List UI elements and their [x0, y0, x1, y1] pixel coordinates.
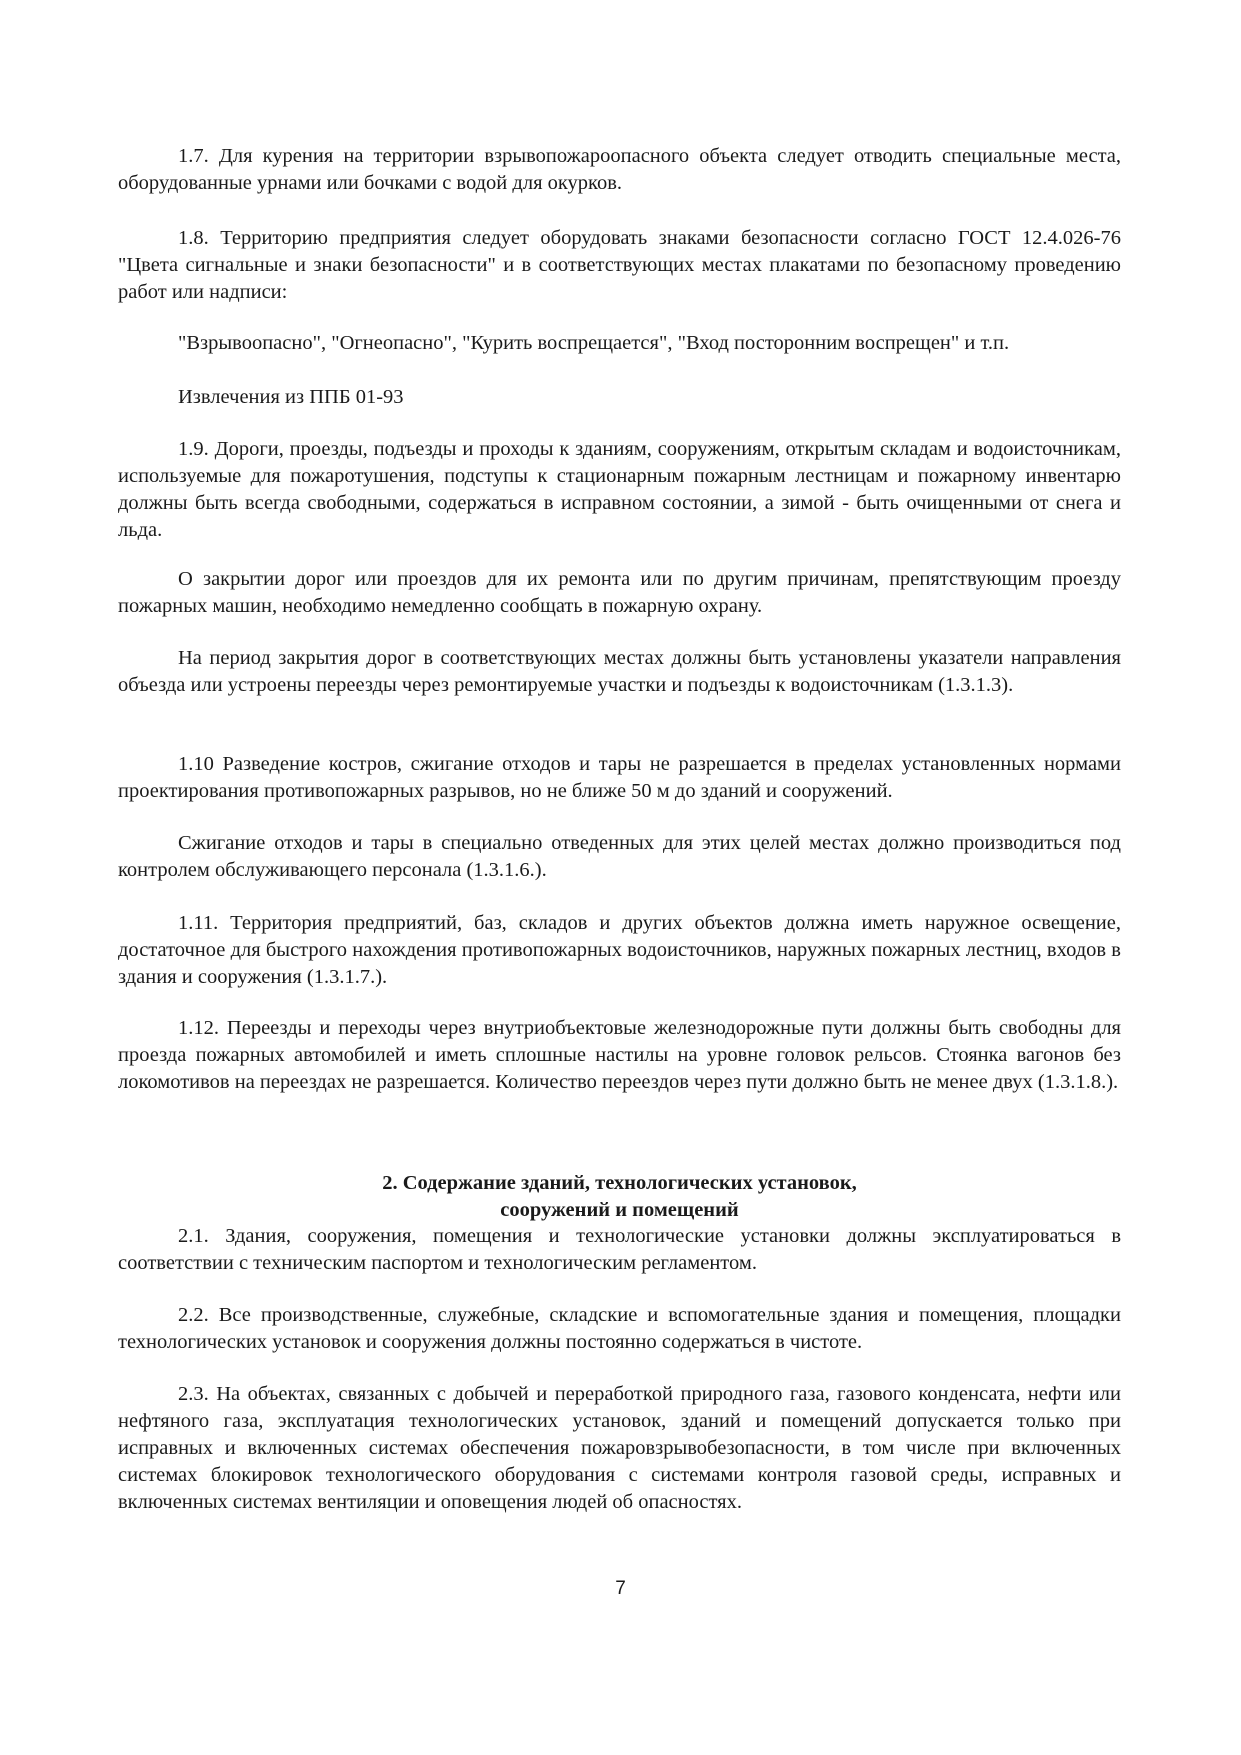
paragraph-1-8: 1.8. Территорию предприятия следует оборудовать знаками безопасности согласно ГОСТ 12.4.026-76 "Цвета сигнальные и знаки безопасности" и в соответствующих местах плакатами по безопасному проведению работ или надписи:: [118, 227, 1121, 303]
page-number: 7: [615, 1578, 626, 1599]
paragraph-warning-signs: "Взрывоопасно", "Огнеопасно", "Курить воспрещается", "Вход посторонним воспрещен" и т.п.: [178, 332, 1010, 354]
section-heading-line-1: 2. Содержание зданий, технологических установок,: [382, 1172, 857, 1194]
paragraph-detour-signs: На период закрытия дорог в соответствующих местах должны быть установлены указатели направления объезда или устроены переезды через ремонтируемые участки и подъезды к водоисточникам (1.3.1.3).: [118, 647, 1121, 696]
paragraph-road-closure: О закрытии дорог или проездов для их ремонта или по другим причинам, препятствующим проезду пожарных машин, необходимо немедленно сообщать в пожарную охрану.: [118, 568, 1121, 617]
paragraph-ppb-extract: Извлечения из ППБ 01-93: [178, 386, 404, 408]
paragraph-1-10: 1.10 Разведение костров, сжигание отходов и тары не разрешается в пределах установленных нормами проектирования противопожарных разрывов, но не ближе 50 м до зданий и сооружений.: [118, 753, 1121, 802]
section-heading-line-2: сооружений и помещений: [500, 1199, 739, 1221]
section-heading: [118, 1170, 1121, 1224]
paragraph-2-1: 2.1. Здания, сооружения, помещения и технологические установки должны эксплуатироваться в соответствии с техническим паспортом и технологическим регламентом.: [118, 1225, 1121, 1274]
paragraph-waste-burning: Сжигание отходов и тары в специально отведенных для этих целей местах должно производиться под контролем обслуживающего персонала (1.3.1.6.).: [118, 832, 1121, 881]
paragraph-1-7: 1.7. Для курения на территории взрывопожароопасного объекта следует отводить специальные места, оборудованные урнами или бочками с водой для окурков.: [118, 145, 1121, 194]
paragraph-1-12: 1.12. Переезды и переходы через внутриобъектовые железнодорожные пути должны быть свободны для проезда пожарных автомобилей и иметь сплошные настилы на уровне головок рельсов. Стоянка вагонов без локомотивов на переездах не разрешается. Количество переездов через пути должно быть не менее двух (1.3.1.8.).: [118, 1017, 1121, 1093]
paragraph-1-9: 1.9. Дороги, проезды, подъезды и проходы к зданиям, сооружениям, открытым складам и водоисточникам, используемые для пожаротушения, подступы к стационарным пожарным лестницам и пожарному инвентарю должны быть всегда свободными, содержаться в исправном состоянии, а зимой - быть очищенными от снега и льда.: [118, 438, 1121, 541]
paragraph-2-3: 2.3. На объектах, связанных с добычей и переработкой природного газа, газового конденсата, нефти или нефтяного газа, эксплуатация технологических установок, зданий и помещений допускается только при исправных и включенных системах обеспечения пожаровзрывобезопасности, в том числе при включенных системах блокировок технологического оборудования с системами контроля газовой среды, исправных и включенных системах вентиляции и оповещения людей об опасностях.: [118, 1383, 1121, 1513]
paragraph-1-11: 1.11. Территория предприятий, баз, складов и других объектов должна иметь наружное освещение, достаточное для быстрого нахождения противопожарных водоисточников, наружных пожарных лестниц, входов в здания и сооружения (1.3.1.7.).: [118, 912, 1121, 988]
paragraph-2-2: 2.2. Все производственные, служебные, складские и вспомогательные здания и помещения, площадки технологических установок и сооружения должны постоянно содержаться в чистоте.: [118, 1304, 1121, 1353]
